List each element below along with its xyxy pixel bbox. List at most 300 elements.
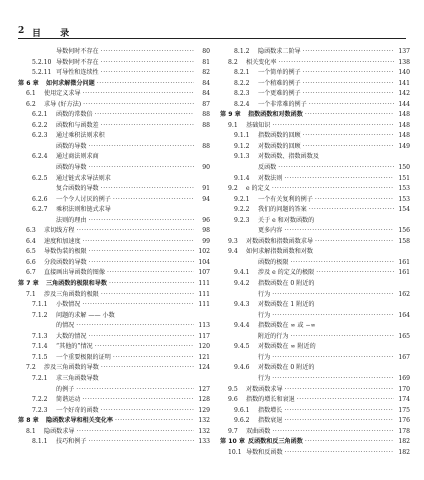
toc-entry-title: 复合函数的导数: [56, 185, 99, 193]
dot-leader: [284, 226, 394, 237]
toc-entry: [220, 68, 410, 79]
toc-entry-title: e 的定义: [246, 185, 270, 193]
toc-entry-number: 7.2.3: [32, 406, 48, 414]
dot-leader: [101, 184, 194, 195]
dot-leader: [272, 311, 394, 322]
toc-entry: [220, 279, 410, 290]
toc-entry-title: 对数函数和指数函数求导: [246, 237, 314, 245]
dot-leader: [107, 268, 194, 279]
toc-entry-title: 求切线方程: [44, 227, 75, 235]
toc-entry-title: 一个令人讨厌的例子: [56, 195, 111, 203]
dot-leader: [109, 279, 194, 290]
toc-entry-title: 直接画出导函数的图像: [44, 269, 105, 277]
toc-entry-page: 99: [202, 237, 210, 245]
toc-entry-number: 6.5: [26, 248, 36, 256]
toc-entry-page: 182: [398, 448, 410, 456]
toc-entry: [18, 58, 210, 69]
toc-entry-number: 7.1.5: [32, 353, 48, 361]
toc-entry-title: 导数何时不存在: [56, 48, 99, 55]
toc-entry: [220, 353, 410, 364]
dot-leader: [285, 448, 394, 459]
toc-entry: [220, 110, 410, 121]
toc-entry-title: 分段函数的导数: [44, 258, 87, 266]
toc-entry-number: 6.2.5: [32, 174, 48, 182]
toc-entry-title: 函数的导数: [56, 142, 87, 150]
toc-entry-page: 84: [202, 90, 210, 98]
dot-leader: [290, 258, 394, 269]
toc-entry-title: 隐函数求二阶导: [258, 48, 301, 55]
toc-entry: [220, 237, 410, 248]
toc-entry: [18, 110, 210, 121]
toc-entry-title: 一个好奇的函数: [56, 406, 99, 414]
toc-entry-number: 7.2.1: [32, 374, 48, 382]
toc-entry-number: 8.2.3: [234, 90, 250, 98]
dot-leader: [101, 47, 194, 58]
toc-entry: [220, 142, 410, 153]
toc-entry-title: 涉及三角函数的导数: [44, 364, 99, 372]
toc-entry-page: 153: [398, 185, 410, 193]
toc-entry-title: 隐函数求导: [44, 427, 75, 435]
toc-entry-page: 156: [398, 227, 410, 235]
toc-entry-title: 如何求解指数函数和对数: [246, 248, 314, 256]
toc-entry-title: 小数情况: [56, 301, 81, 309]
toc-entry: [220, 311, 410, 322]
dot-leader: [315, 237, 394, 248]
dot-leader: [303, 142, 394, 153]
toc-entry-title: 函数的常数倍: [56, 111, 93, 119]
dot-leader: [272, 290, 394, 301]
toc-right-column: [220, 47, 410, 458]
toc-entry-title: 导数何时不存在: [56, 58, 99, 66]
toc-entry-number: 6.6: [26, 258, 36, 266]
toc-entry: [220, 321, 410, 332]
dot-leader: [272, 121, 394, 132]
toc-entry-page: 161: [398, 269, 410, 277]
toc-entry-number: 8.2.1: [234, 69, 250, 77]
toc-entry: [18, 300, 210, 311]
toc-entry: [18, 121, 210, 132]
dot-leader: [88, 142, 194, 153]
toc-entry-title: 技巧和例子: [56, 438, 87, 446]
toc-entry-number: 6.4: [26, 237, 36, 245]
toc-entry: [220, 416, 410, 427]
toc-entry-page: 132: [198, 427, 210, 435]
dot-leader: [272, 184, 394, 195]
dot-leader: [305, 110, 394, 121]
toc-entry-page: 88: [202, 142, 210, 150]
toc-entry: [220, 58, 410, 69]
toc-entry: [18, 321, 210, 332]
toc-entry-number: 7.1.1: [32, 301, 48, 309]
toc-entry-page: 137: [398, 48, 410, 55]
toc-entry: [18, 237, 210, 248]
toc-entry-page: 151: [398, 174, 410, 182]
toc-entry: [18, 79, 210, 90]
toc-entry-page: 141: [398, 79, 410, 87]
toc-entry-page: 162: [398, 290, 410, 298]
toc-entry-number: 9.2.2: [234, 206, 250, 214]
toc-entry-title: 使用定义求导: [44, 90, 81, 98]
toc-entry-number: 8.2.4: [234, 100, 250, 108]
toc-entry-page: 111: [198, 280, 210, 288]
dot-leader: [303, 79, 394, 90]
toc-entry-number: 9.2.1: [234, 195, 250, 203]
toc-entry-number: 9.1.2: [234, 142, 250, 150]
toc-entry-title: 一个简单的例子: [258, 69, 301, 77]
dot-leader: [278, 58, 394, 69]
toc-left-column: [18, 47, 210, 448]
toc-entry-number: 6.2.1: [32, 111, 48, 119]
toc-entry-title: 速度和加速度: [44, 237, 81, 245]
toc-entry-title: 更多内容: [258, 227, 283, 235]
toc-entry: [18, 163, 210, 174]
toc-entry-number: 6.2.2: [32, 121, 48, 129]
toc-entry-number: 9.2.3: [234, 216, 250, 224]
toc-entry-title: 指数函数的回顾: [258, 132, 301, 140]
toc-entry: [220, 268, 410, 279]
toc-entry: [18, 184, 210, 195]
toc-entry: [220, 131, 410, 142]
toc-entry-number: 6.2.4: [32, 153, 48, 161]
toc-entry-number: 6.2: [26, 100, 36, 108]
dot-leader: [309, 205, 394, 216]
toc-entry-page: 176: [398, 417, 410, 425]
toc-entry: [220, 258, 410, 269]
dot-leader: [303, 89, 394, 100]
dot-leader: [76, 385, 194, 396]
toc-entry: [18, 258, 210, 269]
dot-leader: [285, 385, 394, 396]
toc-entry-page: 174: [398, 396, 410, 404]
toc-entry-page: 148: [398, 132, 410, 140]
page-number: 2: [18, 26, 25, 36]
toc-entry-page: 84: [202, 79, 210, 87]
dot-leader: [89, 247, 194, 258]
toc-entry-title: 对数法则: [258, 174, 283, 182]
toc-entry: [18, 290, 210, 301]
toc-entry-page: 148: [398, 111, 410, 119]
toc-entry-title: “其他的”情况: [56, 343, 93, 351]
toc-entry-title: 乘积法则和链式求导: [56, 206, 111, 214]
toc-entry-number: 9.4: [228, 248, 238, 256]
toc-entry-number: 9.5: [228, 385, 238, 393]
toc-entry-number: 7.1.2: [32, 311, 48, 319]
dot-leader: [316, 268, 394, 279]
toc-entry: [18, 437, 210, 448]
dot-leader: [83, 89, 194, 100]
toc-entry-title: 对数函数在 1 附近的: [258, 301, 315, 309]
toc-entry: [220, 437, 410, 448]
toc-entry: [18, 311, 210, 322]
toc-entry-page: 148: [398, 121, 410, 129]
toc-entry-title: 反函数和反三角函数: [248, 438, 303, 446]
dot-leader: [101, 121, 194, 132]
dot-leader: [76, 226, 194, 237]
toc-entry-page: 104: [198, 258, 210, 266]
toc-entry-title: 双曲函数: [246, 427, 271, 435]
toc-entry-title: 三角函数的极限和导数: [46, 280, 107, 288]
toc-entry-title: 通过商法则求商: [56, 153, 99, 161]
toc-entry-number: 6.2.3: [32, 132, 48, 140]
toc-entry-title: 导数和反函数: [246, 448, 283, 456]
dot-leader: [309, 100, 394, 111]
dot-leader: [88, 332, 194, 343]
toc-entry-number: 10.1: [228, 448, 242, 456]
toc-entry-number: 9.7: [228, 427, 238, 435]
dot-leader: [303, 131, 394, 142]
dot-leader: [297, 395, 394, 406]
toc-entry-title: 涉及三角函数的极限: [44, 290, 99, 298]
dot-leader: [278, 163, 394, 174]
toc-entry-title: 行为: [258, 311, 271, 319]
dot-leader: [88, 437, 194, 448]
toc-entry: [18, 195, 210, 206]
toc-entry-title: 关于 e 和对数函数的: [258, 216, 315, 224]
toc-entry-page: 169: [398, 374, 410, 382]
toc-entry: [220, 205, 410, 216]
toc-entry-title: 一个有关复利的例子: [258, 195, 313, 203]
dot-leader: [82, 395, 194, 406]
dot-leader: [284, 174, 394, 185]
toc-entry-number: 7.1.3: [32, 332, 48, 340]
toc-entry-number: 7.2.2: [32, 396, 48, 404]
dot-leader: [82, 300, 194, 311]
toc-entry: [220, 174, 410, 185]
toc-entry: [220, 427, 410, 438]
dot-leader: [272, 374, 394, 385]
toc-entry-page: 140: [398, 69, 410, 77]
toc-entry: [18, 152, 210, 163]
toc-entry: [18, 279, 210, 290]
dot-leader: [272, 353, 394, 364]
toc-entry: [220, 89, 410, 100]
toc-entry-number: 9.1.3: [234, 153, 250, 161]
toc-entry: [220, 448, 410, 459]
toc-entry-page: 111: [198, 290, 210, 298]
toc-entry-title: 反函数: [258, 164, 277, 172]
dot-leader: [101, 406, 194, 417]
toc-entry-title: 如何求解微分问题: [46, 79, 95, 87]
toc-entry-page: 87: [202, 100, 210, 108]
toc-entry-page: 138: [398, 58, 410, 66]
toc-entry-number: 9.4.5: [234, 343, 250, 351]
dot-leader: [76, 427, 194, 438]
toc-entry: [18, 332, 210, 343]
toc-entry-page: 158: [398, 237, 410, 245]
toc-entry-number: 第 10 章: [220, 438, 245, 446]
toc-entry-title: 导数伪装的极限: [44, 248, 87, 256]
toc-entry-number: 6.2.6: [32, 195, 48, 203]
toc-entry-number: 9.1.1: [234, 132, 250, 140]
toc-entry-title: 简谐运动: [56, 396, 81, 404]
toc-entry: [220, 100, 410, 111]
toc-entry-title: 对数函数求导: [246, 385, 283, 393]
dot-leader: [101, 363, 194, 374]
toc-entry-number: 9.6: [228, 396, 238, 404]
toc-entry-title: 函数的导数: [56, 164, 87, 172]
toc-entry-number: 第 9 章: [220, 111, 241, 119]
toc-entry-title: 基础知识: [246, 121, 271, 129]
toc-entry: [220, 226, 410, 237]
toc-entry-number: 9.4.4: [234, 322, 250, 330]
dot-leader: [95, 342, 194, 353]
toc-entry-title: 行为: [258, 374, 271, 382]
toc-entry-number: 9.2: [228, 185, 238, 193]
toc-entry-number: 9.1.4: [234, 174, 250, 182]
dot-leader: [284, 406, 394, 417]
toc-entry: [220, 395, 410, 406]
toc-entry-title: 大数的情况: [56, 332, 87, 340]
toc-entry-title: 行为: [258, 290, 271, 298]
toc-entry-title: 的情况: [56, 322, 75, 330]
dot-leader: [303, 47, 394, 58]
toc-entry: [18, 47, 210, 58]
toc-entry-title: 问题的求解 —— 小数: [56, 311, 115, 319]
toc-entry: [220, 374, 410, 385]
toc-entry: [18, 395, 210, 406]
toc-entry-page: 81: [202, 58, 210, 66]
toc-entry: [18, 89, 210, 100]
toc-entry-number: 7.2: [26, 364, 36, 372]
toc-entry-page: 178: [398, 427, 410, 435]
toc-entry-number: 9.4.1: [234, 269, 250, 277]
toc-entry-number: 9.6.2: [234, 417, 250, 425]
toc-entry-page: 182: [398, 438, 410, 446]
dot-leader: [83, 100, 194, 111]
toc-entry-page: 107: [198, 269, 210, 277]
toc-entry-page: 133: [198, 438, 210, 446]
toc-entry-page: 91: [202, 185, 210, 193]
toc-entry-title: 指数增长: [258, 406, 283, 414]
toc-entry: [18, 174, 210, 185]
toc-entry: [220, 163, 410, 174]
toc-entry: [220, 342, 410, 353]
toc-entry: [18, 216, 210, 227]
dot-leader: [95, 110, 194, 121]
toc-entry: [18, 247, 210, 258]
toc-entry: [18, 385, 210, 396]
toc-entry: [18, 100, 210, 111]
toc-entry-title: 指数函数和对数函数: [248, 111, 303, 119]
toc-entry-page: 175: [398, 406, 410, 414]
toc-entry: [220, 79, 410, 90]
toc-entry: [18, 142, 210, 153]
toc-entry-title: 对数函数、指数函数及: [258, 153, 319, 161]
toc-entry-number: 9.6.1: [234, 406, 250, 414]
toc-entry-number: 7.1.4: [32, 343, 48, 351]
toc-entry-title: 指数的增长和衰退: [246, 396, 295, 404]
toc-entry-page: 121: [198, 353, 210, 361]
toc-entry-title: 涉及 e 的定义的极限: [258, 269, 315, 277]
dot-leader: [305, 437, 394, 448]
toc-entry-title: 隐函数求导和相关变化率: [46, 417, 114, 425]
toc-entry-title: 一个非常难的例子: [258, 100, 307, 108]
dot-leader: [101, 58, 194, 69]
toc-entry-number: 9.1: [228, 121, 238, 129]
toc-entry-number: 第 7 章: [18, 280, 39, 288]
toc-entry: [220, 47, 410, 58]
toc-entry-title: 求导 (好方法): [44, 100, 82, 108]
toc-entry-title: 函数和与函数差: [56, 121, 99, 129]
toc-entry-page: 167: [398, 353, 410, 361]
toc-entry: [18, 226, 210, 237]
toc-entry-title: 指数函数在 0 附近的: [258, 280, 315, 288]
toc-entry-number: 6.2.7: [32, 206, 48, 214]
toc-entry-number: 第 6 章: [18, 79, 39, 87]
toc-entry-title: 我们的问题的答案: [258, 206, 307, 214]
toc-entry-page: 88: [202, 111, 210, 119]
toc-entry-number: 9.4.6: [234, 364, 250, 372]
toc-entry-page: 129: [198, 406, 210, 414]
toc-entry-title: 一个更难的例子: [258, 90, 301, 98]
toc-entry-number: 9.3: [228, 237, 238, 245]
dot-leader: [113, 353, 194, 364]
toc-entry-number: 8.2.2: [234, 79, 250, 87]
toc-entry-number: 8.1.1: [32, 438, 48, 446]
toc-entry: [220, 247, 410, 258]
toc-entry-page: 82: [202, 69, 210, 77]
toc-entry-number: 8.2: [228, 58, 238, 66]
toc-entry: [220, 216, 410, 227]
toc-entry: [18, 205, 210, 216]
dot-leader: [315, 195, 394, 206]
toc-entry-page: 154: [398, 206, 410, 214]
dot-leader: [272, 427, 394, 438]
toc-entry-number: 8.1: [26, 427, 36, 435]
page-title: 目 录: [32, 29, 78, 39]
toc-entry: [18, 342, 210, 353]
toc-entry-page: 98: [202, 227, 210, 235]
toc-entry-number: 5.2.10: [32, 58, 52, 66]
dot-leader: [115, 416, 194, 427]
toc-entry: [18, 427, 210, 438]
toc-entry: [18, 353, 210, 364]
toc-entry-page: 94: [202, 195, 210, 203]
dot-leader: [88, 216, 194, 227]
toc-entry-page: 127: [198, 385, 210, 393]
toc-entry: [220, 332, 410, 343]
toc-entry: [220, 121, 410, 132]
toc-entry-title: 行为: [258, 353, 271, 361]
toc-entry-title: 求三角函数导数: [56, 374, 99, 382]
toc-entry-title: 对数函数在 0 附近的: [258, 364, 315, 372]
toc-entry-number: 7.1: [26, 290, 36, 298]
toc-entry-number: 第 8 章: [18, 417, 39, 425]
header-rule: [18, 38, 406, 39]
toc-entry: [18, 268, 210, 279]
toc-entry: [18, 363, 210, 374]
toc-entry-title: 对数函数的回顾: [258, 142, 301, 150]
toc-entry-page: 96: [202, 216, 210, 224]
toc-entry-page: 150: [398, 164, 410, 172]
toc-entry-number: 9.4.2: [234, 280, 250, 288]
toc-entry-number: 8.1.2: [234, 48, 250, 55]
toc-entry-page: 149: [398, 142, 410, 150]
toc-entry-page: 102: [198, 248, 210, 256]
toc-entry-page: 142: [398, 90, 410, 98]
dot-leader: [88, 163, 194, 174]
toc-entry-title: 可导性和连续性: [56, 69, 99, 77]
toc-entry: [18, 416, 210, 427]
toc-entry: [220, 406, 410, 417]
toc-entry-number: 9.4.3: [234, 301, 250, 309]
toc-entry-page: 80: [202, 48, 210, 55]
toc-entry-title: 相关变化率: [246, 58, 277, 66]
dot-leader: [284, 416, 394, 427]
toc-entry-title: 通过链式求导法则求: [56, 174, 111, 182]
toc-entry-page: 153: [398, 195, 410, 203]
dot-leader: [303, 68, 394, 79]
